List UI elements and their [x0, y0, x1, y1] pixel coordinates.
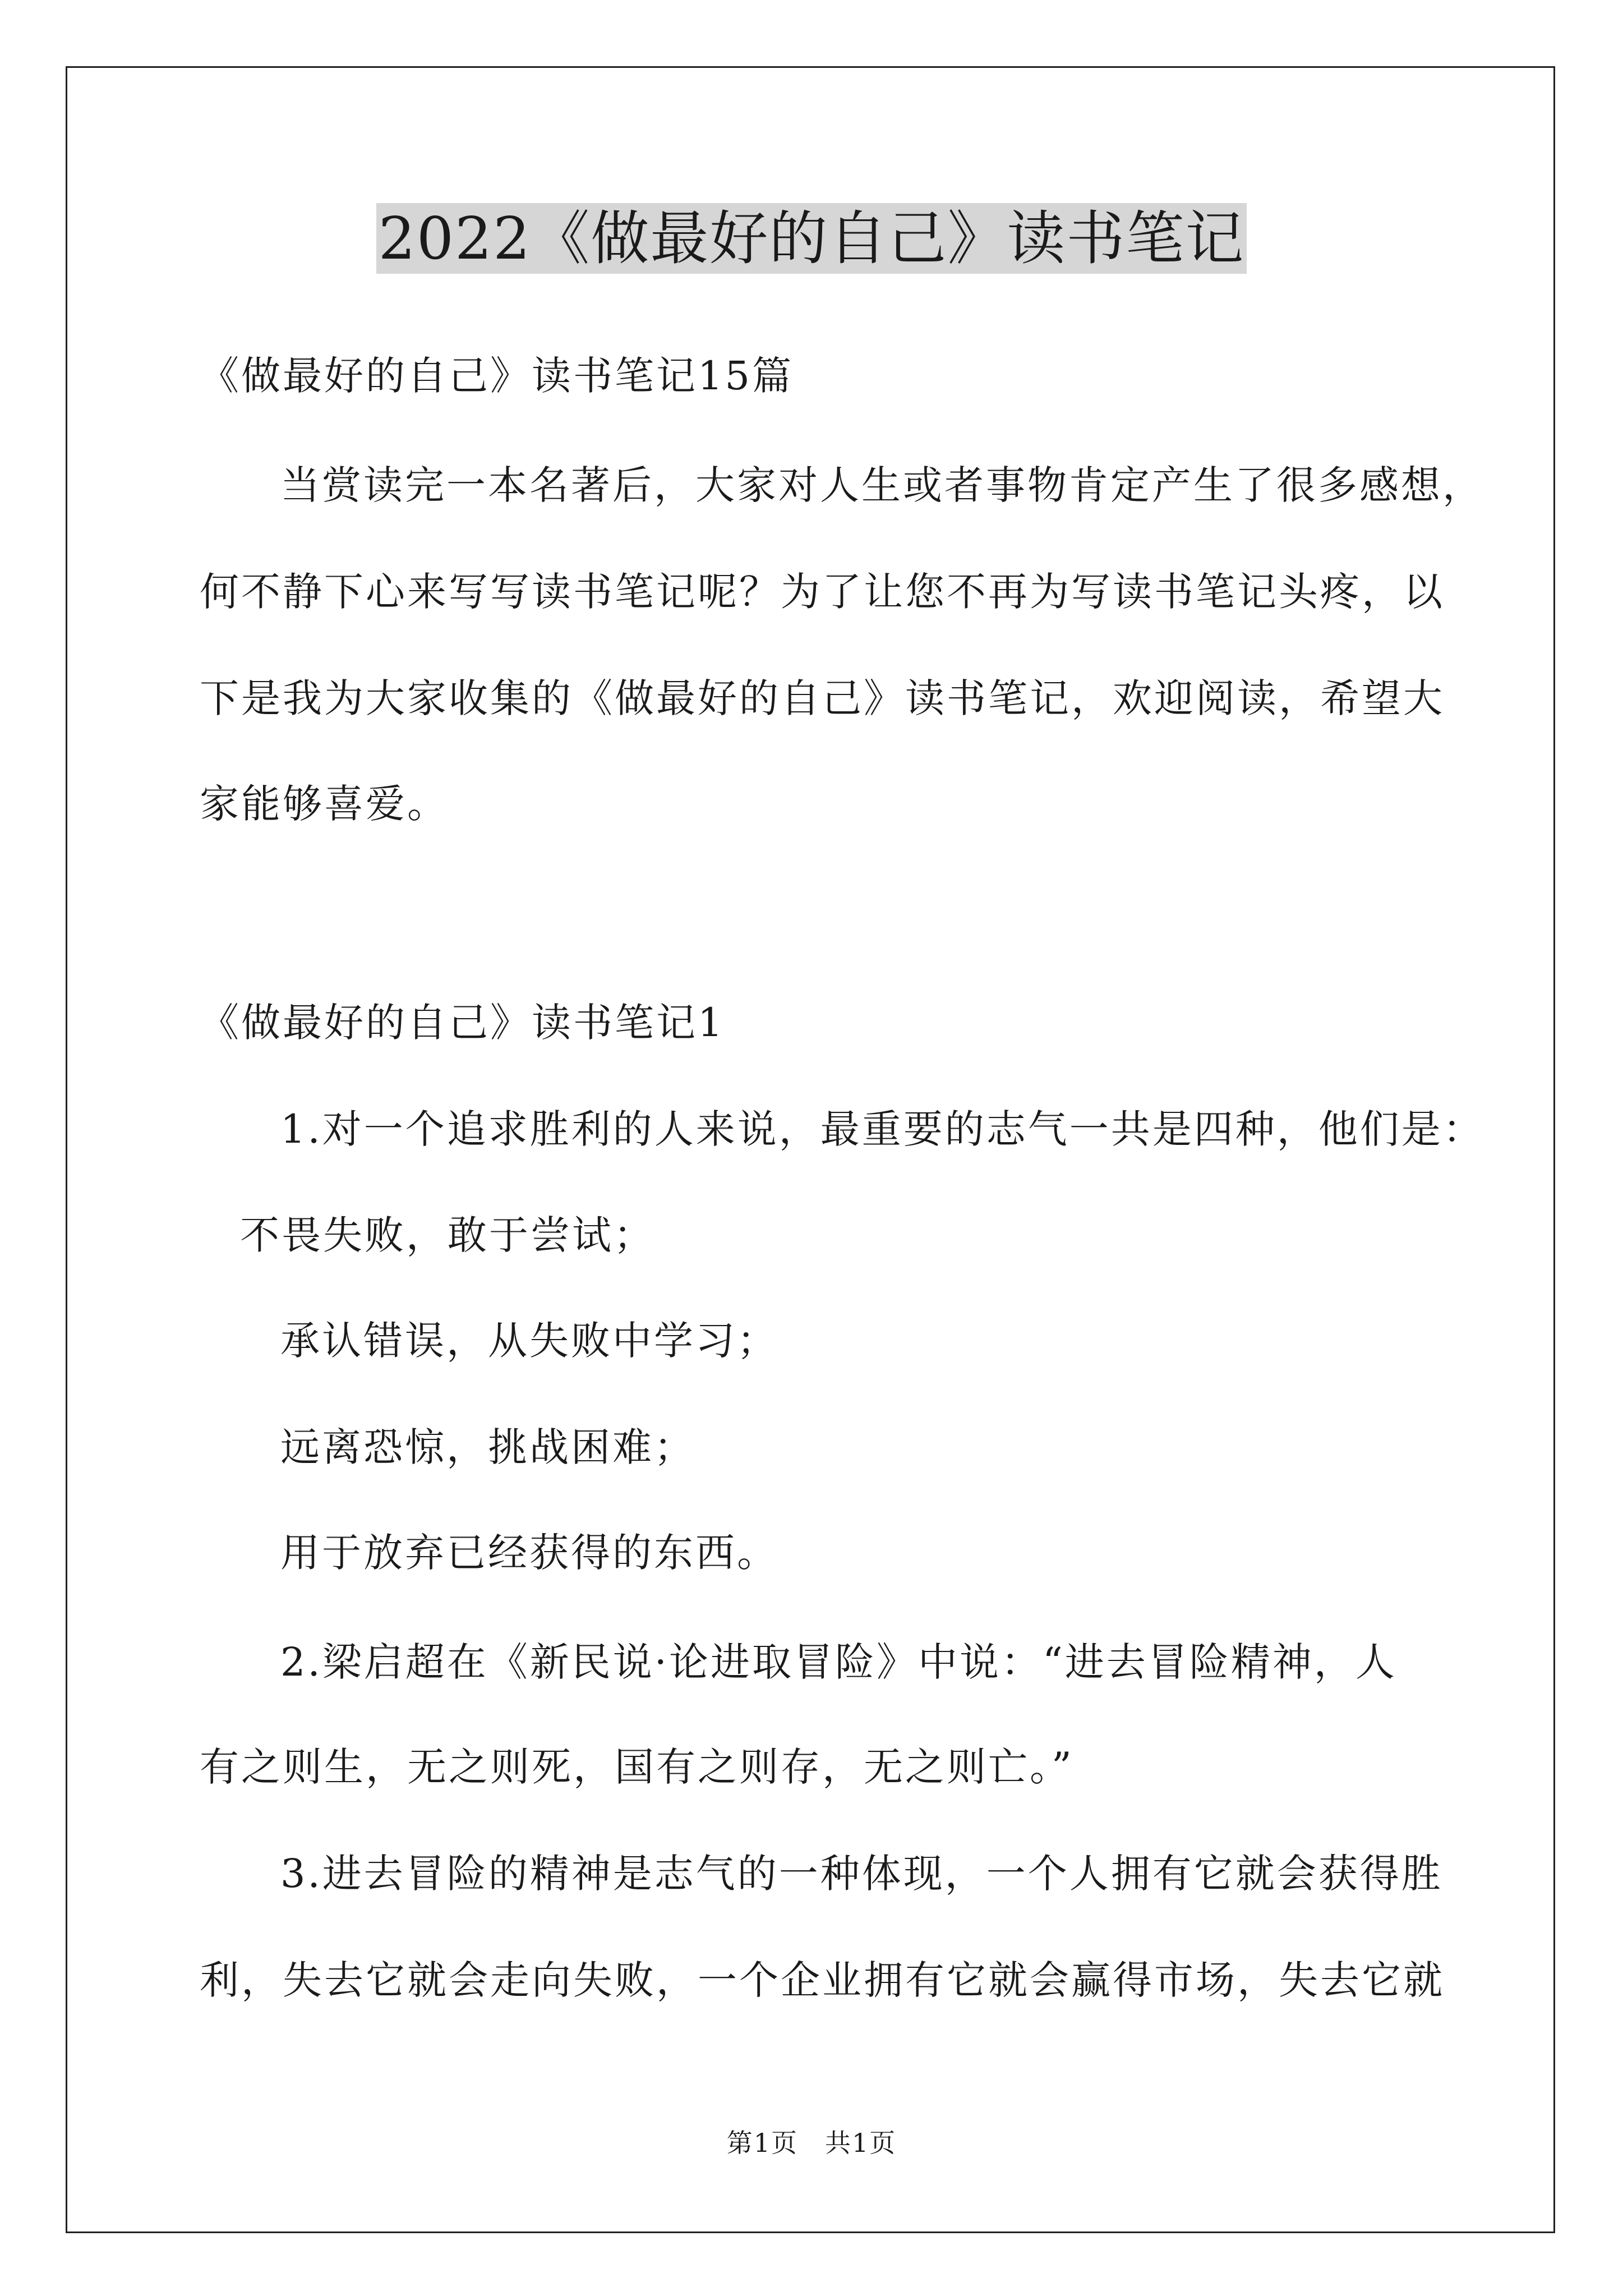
note-1-item-1: 不畏失败，敢于尝试； [240, 1212, 655, 1258]
intro-paragraph-line-2: 何不静下心来写写读书笔记呢？为了让您不再为写读书笔记头疼，以 [200, 569, 1445, 615]
intro-paragraph-line-4: 家能够喜爱。 [200, 781, 449, 827]
document-title [0, 199, 1623, 278]
intro-paragraph-line-1: 当赏读完一本名著后，大家对人生或者事物肯定产生了很多感想， [280, 462, 1484, 508]
note-3-line-1: 3.进去冒险的精神是志气的一种体现，一个人拥有它就会获得胜 [280, 1851, 1443, 1897]
page-footer: 第1页 共1页 [726, 2128, 897, 2158]
subtitle-line: 《做最好的自己》读书笔记15篇 [200, 353, 794, 399]
note-1-line-1: 1.对一个追求胜利的人来说，最重要的志气一共是四种，他们是： [280, 1106, 1484, 1152]
note-1-item-4: 用于放弃已经获得的东西。 [280, 1530, 778, 1576]
note-3-line-2: 利，失去它就会走向失败，一个企业拥有它就会赢得市场，失去它就 [200, 1957, 1445, 2003]
note-1-item-3: 远离恐惊，挑战困难； [280, 1424, 695, 1470]
document-title-text: 2022《做最好的自己》读书笔记 [376, 203, 1247, 274]
note-2-line-1: 2.梁启超在《新民说·论进取冒险》中说：“进去冒险精神，人 [280, 1639, 1397, 1685]
note-2-line-2: 有之则生，无之则死，国有之则存，无之则亡。” [200, 1744, 1074, 1790]
intro-paragraph-line-3: 下是我为大家收集的《做最好的自己》读书笔记，欢迎阅读，希望大 [200, 675, 1445, 721]
section-heading: 《做最好的自己》读书笔记1 [200, 1000, 725, 1046]
note-1-item-2: 承认错误，从失败中学习； [280, 1318, 778, 1364]
